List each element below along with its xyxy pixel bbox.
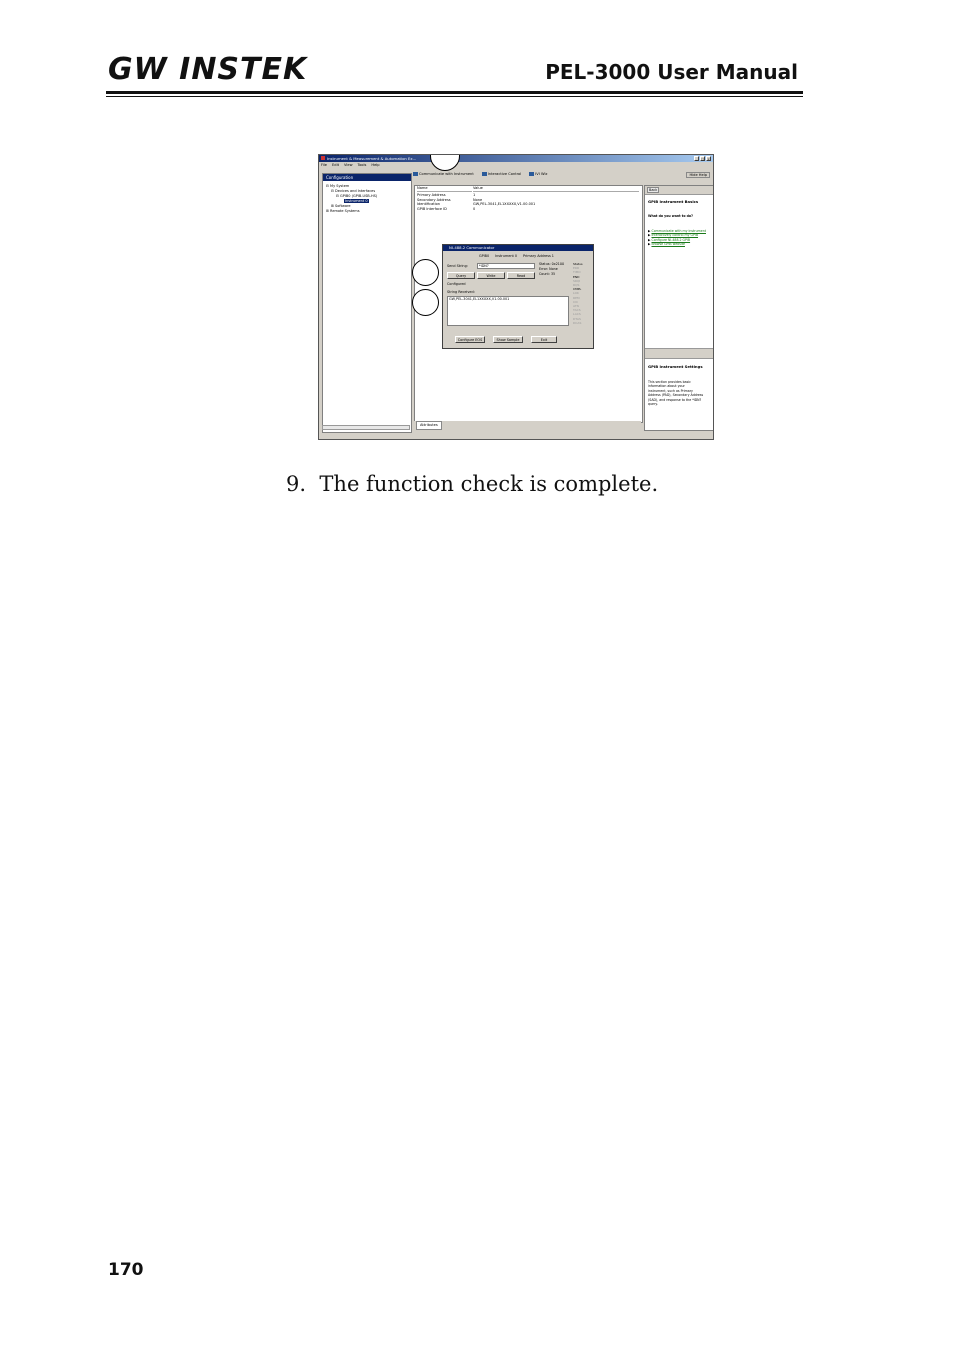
manual-title: PEL-3000 User Manual bbox=[545, 60, 798, 84]
column-name[interactable]: Name bbox=[417, 186, 472, 192]
nimax-screenshot bbox=[318, 154, 714, 440]
string-received-label: String Received: bbox=[447, 290, 475, 294]
help-divider[interactable] bbox=[645, 348, 713, 359]
hide-help-button[interactable]: Hide Help bbox=[686, 172, 710, 178]
help-links bbox=[648, 229, 706, 247]
menu-file[interactable]: File bbox=[321, 163, 328, 167]
logo-text: GW INSTEK bbox=[108, 51, 308, 87]
property-list bbox=[417, 193, 535, 211]
help-pane bbox=[644, 185, 714, 431]
tree-item-instrument0[interactable]: Instrument 0 bbox=[345, 199, 368, 203]
read-button[interactable]: Read bbox=[507, 272, 535, 279]
interactive-control-button[interactable]: Interactive Control bbox=[482, 172, 522, 176]
back-button[interactable]: Back bbox=[649, 188, 658, 192]
status-flags: Status ERR TIMO END SRQI RQS CMPL LOK REM CIC ATN TACS LACS DTAS DCAS bbox=[573, 262, 583, 325]
show-sample-button[interactable]: Show Sample bbox=[493, 336, 523, 343]
tab-attributes[interactable]: Attributes bbox=[416, 421, 442, 430]
page-number: 170 bbox=[108, 1260, 144, 1280]
query-button[interactable]: Query bbox=[447, 272, 475, 279]
left-scrollbar[interactable] bbox=[322, 425, 410, 430]
header-rule-thick bbox=[106, 91, 803, 94]
menu-bar bbox=[321, 163, 380, 167]
help-link[interactable]: ▶ Browse GPIB website bbox=[648, 242, 685, 247]
tree-item-my-system[interactable]: ⊟ My System bbox=[326, 184, 350, 188]
window-title: Instrument & Measurement & Automation Ex... bbox=[327, 156, 417, 161]
menu-view[interactable]: View bbox=[343, 163, 353, 167]
table-row[interactable]: Secondary Address None bbox=[417, 197, 483, 202]
tab-bar bbox=[414, 421, 641, 429]
communicator-dialog bbox=[442, 244, 594, 349]
exit-button[interactable]: Exit bbox=[531, 336, 557, 343]
communicate-button[interactable]: Communicate with Instrument bbox=[413, 172, 474, 176]
send-string-label: Send String: bbox=[447, 264, 468, 268]
menu-tools[interactable]: Tools bbox=[357, 163, 367, 167]
status-info: Status: 0x2100 Error: None Count: 35 bbox=[539, 262, 565, 276]
step-text: 9. The function check is complete. bbox=[286, 472, 659, 496]
help-link[interactable]: ▶ Configure NI-488.2 GPIB bbox=[648, 237, 691, 242]
header-rule-thin bbox=[106, 96, 803, 97]
send-string-input[interactable]: *IDN? bbox=[477, 263, 535, 269]
menu-edit[interactable]: Edit bbox=[332, 163, 339, 167]
table-row[interactable]: Primary Address 1 bbox=[417, 193, 476, 197]
help-heading-basics: GPIB Instrument Basics bbox=[648, 199, 699, 204]
help-link[interactable]: ▶ Communicate with my instrument bbox=[648, 229, 706, 233]
wizard-icon bbox=[529, 172, 534, 176]
dialog-subtitle: GPIB0 Instrument 0 Primary Address 1 bbox=[479, 254, 554, 258]
help-heading-settings: GPIB Instrument Settings bbox=[648, 364, 703, 369]
config-tree bbox=[326, 184, 377, 214]
instrument-icon bbox=[413, 172, 418, 176]
string-received-output[interactable]: GW,PEL-3041,EL1XXXXX,V1.00.001 bbox=[447, 296, 569, 326]
tree-item-gpib0[interactable]: ⊟ GPIB0 (GPIB-USB-HS) bbox=[336, 194, 378, 198]
configure-eos-button[interactable]: Configure EOS bbox=[455, 336, 485, 343]
callout-circle-2 bbox=[412, 259, 439, 286]
window-titlebar bbox=[319, 155, 713, 162]
callout-circle-1 bbox=[430, 154, 460, 171]
gw-instek-logo bbox=[108, 52, 307, 86]
table-row[interactable]: GPIB Interface ID 0 bbox=[417, 206, 476, 211]
table-row[interactable]: Identification GW,PEL-3041,EL1XXXXX,V1.00.001 bbox=[417, 202, 536, 206]
column-value[interactable]: Value bbox=[473, 186, 639, 192]
tree-item-software[interactable]: ⊞ Software bbox=[331, 204, 351, 208]
help-toolbar bbox=[645, 186, 713, 195]
ivi-wiz-button[interactable]: IVI Wiz bbox=[529, 172, 547, 176]
help-question: What do you want to do? bbox=[648, 214, 693, 218]
maximize-icon[interactable]: □ bbox=[701, 157, 704, 161]
help-body: This section provides basic information about your instrument, such as Primary Address (PAD), Secondary Address (SAD), and response to the *IDN? query. bbox=[648, 380, 704, 407]
control-icon bbox=[482, 172, 487, 176]
minimize-icon[interactable]: _ bbox=[695, 157, 698, 161]
close-icon[interactable]: × bbox=[707, 157, 710, 161]
menu-help[interactable]: Help bbox=[371, 163, 380, 167]
write-button[interactable]: Write bbox=[477, 272, 505, 279]
callout-circle-3 bbox=[412, 289, 439, 316]
help-link[interactable]: ▶ Interactively control my GPIB bbox=[648, 233, 699, 238]
app-icon bbox=[321, 156, 325, 160]
configuration-pane bbox=[322, 173, 412, 433]
toolbar bbox=[413, 172, 547, 176]
tree-item-devices[interactable]: ⊟ Devices and Interfaces bbox=[331, 189, 376, 193]
dialog-title: NI-488.2 Communicator bbox=[443, 245, 593, 251]
configuration-title: Configuration bbox=[323, 174, 411, 181]
tree-item-remote[interactable]: ⊞ Remote Systems bbox=[326, 209, 360, 213]
configured-label: Configured bbox=[447, 282, 466, 286]
